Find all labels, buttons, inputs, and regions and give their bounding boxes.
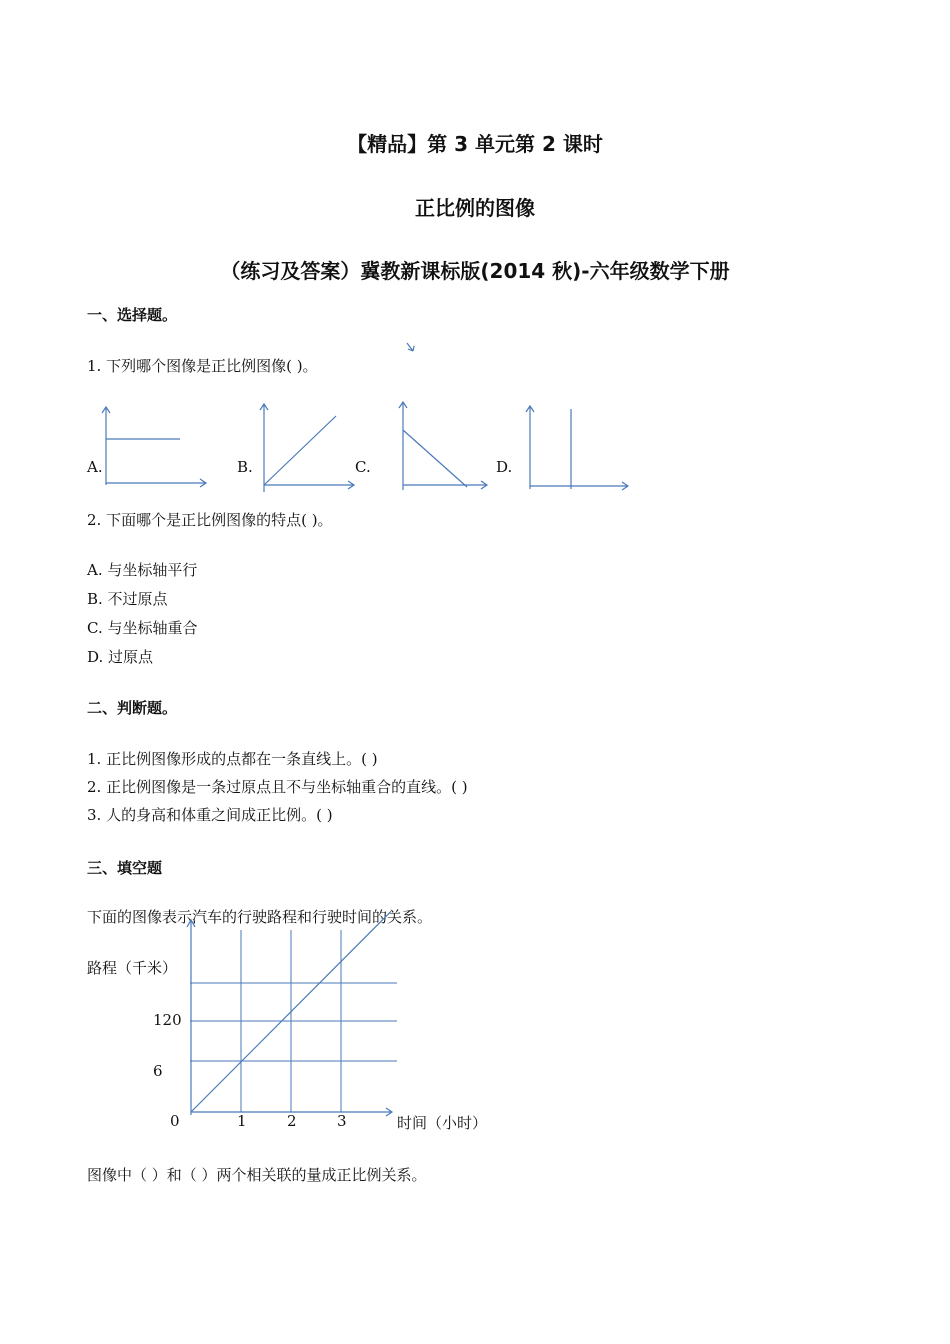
fill-question: 图像中（ ）和（ ）两个相关联的量成正比例关系。 xyxy=(87,1166,427,1184)
q2-option-d: D. 过原点 xyxy=(87,648,154,666)
q2-option-c: C. 与坐标轴重合 xyxy=(87,619,198,637)
judge-item-2: 2. 正比例图像是一条过原点且不与坐标轴重合的直线。( ) xyxy=(87,778,468,796)
x-tick-3: 3 xyxy=(337,1112,347,1130)
doc-title-line2: 正比例的图像 xyxy=(415,196,535,220)
chart-grid xyxy=(190,930,397,1112)
x-tick-2: 2 xyxy=(287,1112,297,1130)
chart-y-axis xyxy=(187,920,195,1115)
x-tick-0: 0 xyxy=(170,1112,180,1130)
judge-item-1: 1. 正比例图像形成的点都在一条直线上。( ) xyxy=(87,750,378,768)
chart-y-label: 路程（千米） xyxy=(87,959,178,977)
q1-text: 1. 下列哪个图像是正比例图像( )。 xyxy=(87,357,318,375)
q1-option-a-label: A. xyxy=(87,458,103,476)
q2-option-b: B. 不过原点 xyxy=(87,590,168,608)
chart-x-label: 时间（小时） xyxy=(397,1114,488,1132)
doc-title-line1: 【精品】第 3 单元第 2 课时 xyxy=(347,132,603,156)
y-tick-6: 6 xyxy=(153,1062,163,1080)
q1-option-b-label: B. xyxy=(237,458,253,476)
judge-item-3: 3. 人的身高和体重之间成正比例。( ) xyxy=(87,806,333,824)
q2-option-a: A. 与坐标轴平行 xyxy=(87,561,198,579)
y-tick-120: 120 xyxy=(153,1011,182,1029)
q1-option-d-label: D. xyxy=(496,458,513,476)
section2-title: 二、判断题。 xyxy=(87,699,178,717)
x-tick-1: 1 xyxy=(237,1112,247,1130)
fill-intro: 下面的图像表示汽车的行驶路程和行驶时间的关系。 xyxy=(87,908,433,926)
q1-option-c-label: C. xyxy=(355,458,371,476)
q2-text: 2. 下面哪个是正比例图像的特点( )。 xyxy=(87,511,333,529)
section1-title: 一、选择题。 xyxy=(87,306,178,324)
doc-title-line3: （练习及答案）冀教新课标版(2014 秋)-六年级数学下册 xyxy=(220,259,730,283)
section3-title: 三、填空题 xyxy=(87,859,163,877)
